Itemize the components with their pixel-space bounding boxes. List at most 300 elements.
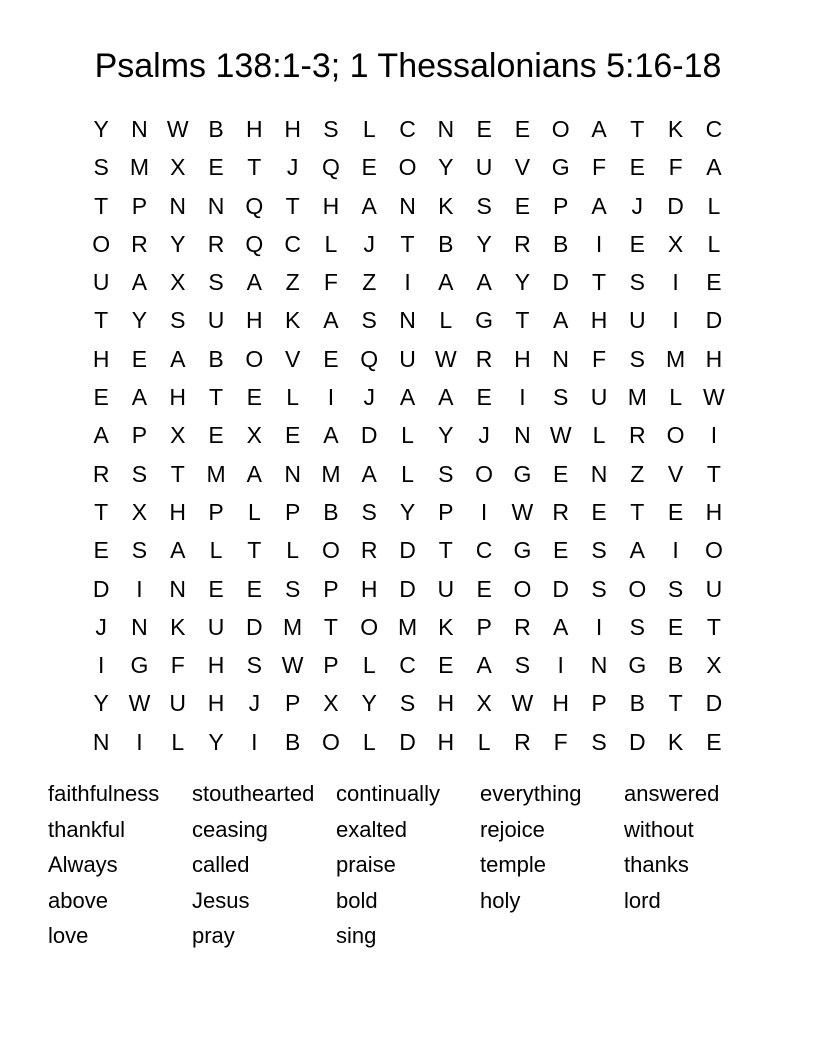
grid-letter: A — [131, 269, 148, 296]
grid-letter: S — [170, 307, 186, 334]
grid-letter: E — [706, 269, 722, 296]
word-list-item: thanks — [624, 852, 689, 878]
word-list-item: exalted — [336, 816, 407, 842]
grid-letter: H — [246, 307, 263, 334]
grid-letter: A — [246, 460, 262, 487]
grid-letter: F — [591, 154, 607, 181]
grid-letter: P — [476, 613, 492, 640]
grid-letter: A — [591, 192, 607, 219]
word-list-item: stouthearted — [192, 781, 315, 806]
grid-letter: R — [514, 230, 531, 257]
grid-letter: Q — [245, 230, 264, 257]
grid-letter: A — [361, 192, 377, 219]
grid-letter: X — [706, 652, 722, 679]
grid-letter: U — [169, 690, 187, 717]
grid-letter: Y — [170, 230, 186, 257]
grid-letter: T — [630, 498, 645, 525]
grid-letter: E — [208, 575, 224, 602]
grid-letter: D — [667, 192, 684, 219]
grid-letter: M — [627, 384, 647, 411]
grid-letter: F — [553, 728, 568, 755]
grid-letter: R — [514, 728, 531, 755]
grid-row — [82, 684, 733, 722]
grid-letter: P — [284, 498, 301, 525]
grid-letter: O — [398, 154, 417, 181]
grid-letter: O — [321, 728, 340, 755]
grid-letter: T — [668, 690, 683, 717]
grid-letter: H — [437, 728, 455, 755]
grid-letter: E — [553, 460, 569, 487]
grid-letter: P — [591, 690, 607, 717]
grid-letter: H — [169, 498, 187, 525]
word-list-item: pray — [192, 923, 235, 949]
grid-letter: J — [95, 613, 107, 640]
grid-letter: F — [668, 154, 683, 181]
grid-letter: E — [284, 422, 301, 449]
grid-letter: E — [323, 345, 339, 372]
grid-letter: K — [284, 307, 301, 334]
grid-letter: Y — [438, 154, 454, 181]
grid-letter: N — [92, 728, 110, 755]
grid-row — [82, 723, 733, 761]
grid-letter: U — [590, 384, 608, 411]
grid-letter: S — [514, 652, 531, 679]
grid-letter: X — [476, 690, 492, 717]
grid-letter: Y — [131, 307, 148, 334]
grid-row — [82, 340, 733, 378]
grid-letter: H — [705, 345, 723, 372]
grid-letter: L — [286, 384, 300, 411]
grid-letter: H — [284, 116, 301, 142]
grid-letter: E — [476, 116, 492, 142]
grid-letter: T — [94, 498, 109, 525]
grid-letter: B — [284, 728, 301, 755]
grid-letter: M — [206, 460, 226, 487]
grid-letter: D — [246, 613, 263, 640]
grid-letter: R — [552, 498, 570, 525]
word-list-item: above — [48, 887, 108, 913]
grid-letter: G — [628, 652, 647, 679]
grid-letter: S — [131, 537, 148, 564]
grid-letter: S — [629, 613, 645, 640]
grid-letter: S — [591, 575, 607, 602]
grid-letter: Y — [93, 116, 109, 142]
grid-letter: J — [248, 690, 261, 717]
grid-letter: A — [246, 269, 262, 296]
grid-letter: N — [514, 422, 531, 449]
grid-letter: R — [360, 537, 378, 564]
word-list-item: thankful — [48, 816, 126, 842]
grid-letter: E — [553, 537, 569, 564]
grid-letter: P — [131, 422, 148, 449]
grid-letter: D — [552, 269, 570, 296]
grid-letter: C — [475, 537, 493, 564]
grid-letter: D — [705, 307, 723, 334]
grid-letter: U — [92, 269, 110, 296]
grid-letter: L — [171, 728, 185, 755]
grid-letter: I — [595, 230, 603, 257]
grid-letter: P — [323, 575, 339, 602]
grid-letter: L — [707, 192, 721, 219]
grid-letter: R — [628, 422, 646, 449]
grid-letter: A — [706, 154, 722, 181]
grid-letter: O — [666, 422, 685, 449]
grid-letter: U — [207, 613, 225, 640]
grid-letter: A — [323, 422, 339, 449]
grid-letter: N — [284, 460, 301, 487]
grid-letter: Y — [399, 498, 416, 525]
grid-letter: Q — [360, 345, 379, 372]
grid-letter: X — [170, 422, 186, 449]
grid-letter: T — [515, 307, 530, 334]
word-list-item: faithfulness — [48, 781, 160, 806]
word-list-item: praise — [336, 852, 396, 878]
grid-row — [82, 148, 733, 186]
grid-letter: D — [552, 575, 570, 602]
grid-letter: L — [362, 728, 376, 755]
grid-letter: T — [400, 230, 415, 257]
grid-letter: L — [324, 230, 338, 257]
grid-letter: U — [475, 154, 493, 181]
grid-letter: M — [321, 460, 341, 487]
grid-letter: E — [246, 575, 262, 602]
grid-letter: T — [706, 460, 721, 487]
word-list — [48, 776, 768, 954]
grid-letter: H — [169, 384, 187, 411]
grid-letter: S — [208, 269, 224, 296]
grid-letter: S — [629, 345, 645, 372]
grid-letter: X — [170, 269, 186, 296]
grid-letter: E — [361, 154, 377, 181]
grid-letter: G — [513, 460, 532, 487]
word-list-item: without — [624, 816, 694, 842]
grid-letter: A — [629, 537, 645, 564]
word-list-item: holy — [480, 887, 521, 913]
grid-letter: U — [628, 307, 646, 334]
word-list-item: ceasing — [192, 816, 268, 842]
grid-letter: S — [553, 384, 569, 411]
word-list-item: temple — [480, 852, 547, 878]
grid-letter: A — [399, 384, 416, 411]
grid-letter: I — [480, 498, 488, 525]
grid-row — [82, 416, 733, 454]
grid-letter: W — [549, 422, 572, 449]
grid-letter: M — [129, 154, 150, 181]
grid-letter: E — [246, 384, 262, 411]
grid-letter: H — [322, 192, 340, 219]
grid-letter: I — [519, 384, 526, 411]
grid-letter: O — [704, 537, 723, 564]
grid-letter: E — [208, 422, 224, 449]
grid-letter: E — [131, 345, 148, 372]
grid-letter: S — [667, 575, 684, 602]
grid-letter: D — [628, 728, 646, 755]
grid-letter: K — [438, 192, 454, 219]
grid-letter: I — [557, 652, 564, 679]
grid-letter: L — [707, 230, 721, 257]
grid-letter: F — [323, 269, 338, 296]
grid-letter: P — [131, 192, 148, 219]
grid-letter: S — [438, 460, 454, 487]
grid-letter: Z — [630, 460, 645, 487]
grid-letter: T — [323, 613, 338, 640]
word-list-item: love — [48, 923, 89, 949]
grid-letter: O — [321, 537, 340, 564]
grid-letter: A — [553, 307, 569, 334]
grid-letter: T — [247, 537, 262, 564]
grid-letter: E — [629, 154, 645, 181]
grid-letter: L — [439, 307, 453, 334]
grid-letter: E — [667, 498, 684, 525]
grid-letter: A — [131, 384, 148, 411]
grid-letter: G — [475, 307, 494, 334]
grid-letter: P — [323, 652, 339, 679]
grid-letter: E — [476, 575, 492, 602]
word-list-item: lord — [624, 887, 661, 913]
grid-row — [82, 301, 733, 339]
grid-letter: I — [251, 728, 258, 755]
grid-letter: F — [591, 345, 607, 372]
grid-letter: Y — [476, 230, 492, 257]
grid-letter: L — [286, 537, 300, 564]
grid-letter: L — [362, 116, 376, 142]
grid-letter: G — [513, 537, 532, 564]
grid-letter: A — [476, 652, 492, 679]
grid-letter: T — [285, 192, 300, 219]
grid-letter: N — [131, 613, 148, 640]
grid-letter: E — [706, 728, 722, 755]
grid-letter: P — [284, 690, 301, 717]
grid-letter: A — [553, 613, 569, 640]
grid-letter: B — [553, 230, 569, 257]
grid-letter: H — [92, 345, 110, 372]
grid-letter: E — [438, 652, 454, 679]
grid-letter: S — [591, 728, 607, 755]
grid-letter: H — [437, 690, 455, 717]
word-list-item: called — [192, 852, 250, 878]
grid-row — [82, 110, 733, 148]
grid-row — [82, 493, 733, 531]
grid-letter: N — [590, 460, 608, 487]
grid-letter: M — [397, 613, 418, 640]
grid-letter: S — [361, 307, 377, 334]
grid-letter: L — [209, 537, 223, 564]
grid-letter: J — [631, 192, 644, 219]
grid-letter: I — [136, 728, 143, 755]
grid-letter: D — [399, 575, 416, 602]
grid-letter: R — [514, 613, 531, 640]
grid-letter: K — [438, 613, 454, 640]
grid-letter: V — [667, 460, 684, 487]
grid-letter: O — [92, 230, 111, 257]
grid-letter: R — [207, 230, 225, 257]
grid-letter: I — [404, 269, 411, 296]
grid-letter: W — [128, 690, 151, 717]
grid-letter: E — [629, 230, 645, 257]
grid-letter: X — [667, 230, 684, 257]
grid-letter: N — [131, 116, 148, 142]
grid-letter: P — [438, 498, 454, 525]
word-list-item: answered — [624, 781, 720, 806]
grid-letter: R — [131, 230, 148, 257]
grid-letter: Y — [208, 728, 224, 755]
grid-row — [82, 531, 733, 569]
grid-letter: O — [360, 613, 379, 640]
grid-letter: N — [207, 192, 225, 219]
grid-letter: J — [286, 154, 299, 181]
grid-letter: P — [553, 192, 569, 219]
grid-letter: W — [434, 345, 457, 372]
grid-letter: N — [552, 345, 570, 372]
word-list-item: rejoice — [480, 816, 545, 842]
word-list-item: continually — [336, 781, 440, 806]
grid-letter: O — [475, 460, 494, 487]
grid-letter: A — [93, 422, 109, 449]
grid-row — [82, 187, 733, 225]
grid-letter: Z — [285, 269, 300, 296]
grid-letter: X — [131, 498, 148, 525]
grid-letter: J — [478, 422, 490, 449]
grid-letter: C — [399, 652, 416, 679]
grid-letter: W — [511, 690, 534, 717]
grid-letter: T — [247, 154, 262, 181]
grid-letter: C — [399, 116, 416, 142]
grid-letter: L — [592, 422, 606, 449]
grid-letter: T — [438, 537, 453, 564]
grid-letter: Y — [361, 690, 377, 717]
grid-letter: I — [136, 575, 143, 602]
grid-letter: I — [672, 537, 679, 564]
grid-letter: N — [437, 116, 455, 142]
grid-letter: D — [92, 575, 110, 602]
grid-letter: K — [667, 728, 684, 755]
grid-letter: X — [323, 690, 339, 717]
grid-letter: Q — [321, 154, 340, 181]
grid-letter: D — [360, 422, 378, 449]
grid-letter: I — [97, 652, 105, 679]
grid-letter: T — [94, 192, 109, 219]
grid-letter: Y — [438, 422, 454, 449]
grid-letter: M — [666, 345, 686, 372]
word-list-item: Jesus — [192, 887, 250, 913]
grid-letter: G — [551, 154, 570, 181]
grid-letter: I — [672, 307, 679, 334]
grid-letter: H — [246, 116, 263, 142]
grid-letter: L — [362, 652, 376, 679]
grid-letter: I — [595, 613, 603, 640]
grid-letter: T — [706, 613, 721, 640]
grid-letter: A — [323, 307, 339, 334]
grid-letter: Z — [362, 269, 377, 296]
grid-letter: H — [590, 307, 608, 334]
grid-letter: U — [437, 575, 455, 602]
grid-letter: T — [591, 269, 607, 296]
grid-letter: E — [93, 537, 109, 564]
grid-letter: F — [170, 652, 185, 679]
grid-letter: I — [672, 269, 679, 296]
grid-letter: N — [169, 192, 187, 219]
grid-letter: B — [629, 690, 645, 717]
grid-row — [82, 263, 733, 301]
grid-letter: U — [705, 575, 723, 602]
grid-letter: G — [130, 652, 149, 679]
grid-letter: Y — [93, 690, 109, 717]
grid-letter: V — [514, 154, 531, 181]
grid-letter: L — [401, 460, 414, 487]
grid-letter: K — [667, 116, 684, 142]
grid-letter: L — [401, 422, 414, 449]
grid-letter: S — [476, 192, 492, 219]
grid-letter: X — [246, 422, 262, 449]
grid-letter: S — [131, 460, 148, 487]
grid-letter: J — [363, 384, 375, 411]
grid-letter: O — [551, 116, 570, 142]
letter-grid — [82, 110, 733, 761]
grid-letter: S — [323, 116, 339, 142]
grid-letter: A — [170, 537, 186, 564]
grid-letter: H — [207, 690, 225, 717]
grid-row — [82, 608, 733, 646]
grid-letter: S — [399, 690, 416, 717]
grid-row — [82, 225, 733, 263]
grid-letter: W — [703, 384, 725, 411]
grid-letter: B — [208, 345, 224, 372]
grid-letter: U — [207, 307, 225, 334]
grid-letter: S — [629, 269, 645, 296]
grid-letter: N — [169, 575, 187, 602]
grid-letter: E — [514, 116, 531, 142]
grid-letter: J — [363, 230, 375, 257]
grid-letter: E — [476, 384, 492, 411]
grid-letter: S — [361, 498, 377, 525]
grid-letter: A — [170, 345, 186, 372]
grid-letter: B — [208, 116, 224, 142]
grid-letter: T — [630, 116, 645, 142]
grid-letter: L — [247, 498, 261, 525]
grid-letter: D — [399, 537, 416, 564]
grid-letter: H — [705, 498, 723, 525]
grid-letter: S — [246, 652, 262, 679]
grid-letter: R — [475, 345, 493, 372]
word-list-item: bold — [336, 887, 378, 913]
grid-letter: A — [361, 460, 377, 487]
grid-row — [82, 378, 733, 416]
grid-letter: O — [628, 575, 647, 602]
grid-letter: W — [166, 116, 189, 142]
grid-letter: T — [209, 384, 224, 411]
grid-letter: H — [360, 575, 378, 602]
grid-letter: R — [92, 460, 110, 487]
grid-letter: W — [281, 652, 304, 679]
grid-letter: E — [208, 154, 224, 181]
grid-row — [82, 570, 733, 608]
page-title: Psalms 138:1-3; 1 Thessalonians 5:16-18 — [94, 47, 722, 85]
word-list-item: sing — [336, 923, 377, 949]
word-list-item: Always — [48, 852, 118, 878]
grid-letter: E — [667, 613, 684, 640]
grid-letter: T — [94, 307, 109, 334]
grid-letter: H — [552, 690, 570, 717]
grid-letter: A — [438, 269, 454, 296]
grid-row — [82, 455, 733, 493]
grid-letter: B — [438, 230, 454, 257]
grid-letter: B — [667, 652, 684, 679]
grid-letter: O — [513, 575, 532, 602]
grid-letter: E — [93, 384, 109, 411]
grid-letter: N — [399, 192, 416, 219]
grid-letter: V — [284, 345, 301, 372]
grid-letter: I — [327, 384, 335, 411]
